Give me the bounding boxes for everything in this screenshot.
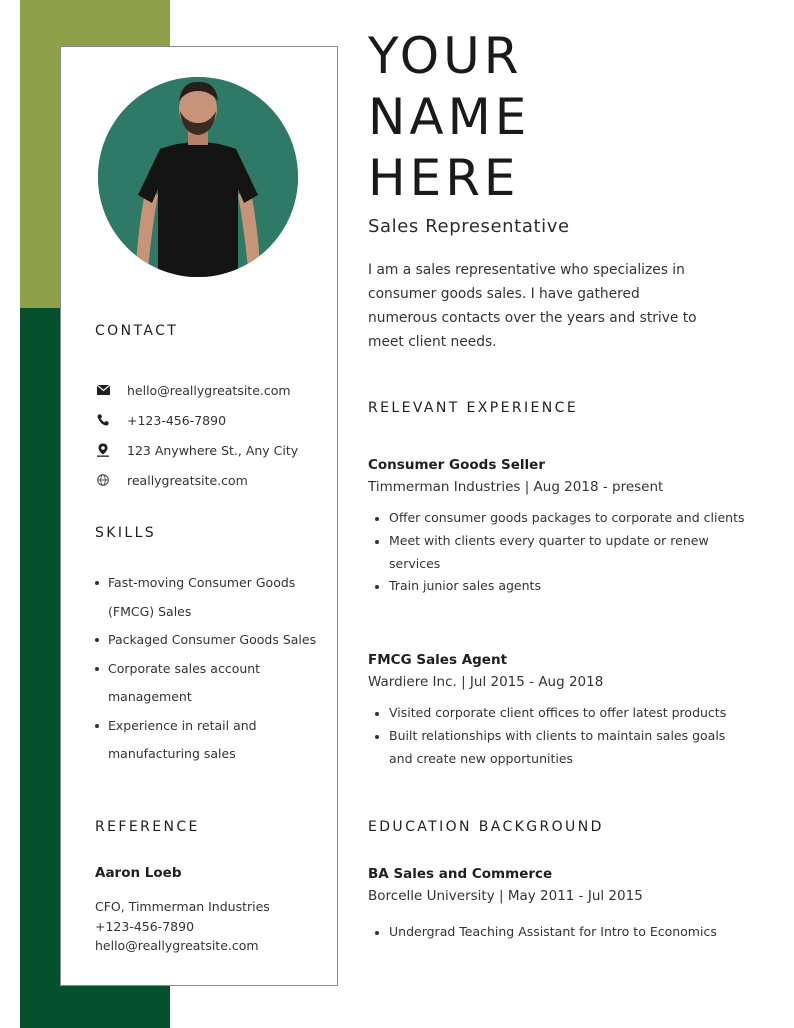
education-bullet: Undergrad Teaching Assistant for Intro to Economics	[368, 921, 748, 944]
reference-heading: REFERENCE	[95, 819, 200, 835]
skill-item: Corporate sales account management	[95, 655, 327, 712]
location-pin-icon	[95, 442, 111, 458]
reference-email: hello@reallygreatsite.com	[95, 938, 259, 953]
education-bullets	[368, 921, 748, 944]
envelope-icon	[95, 382, 111, 398]
contact-heading: CONTACT	[95, 323, 179, 339]
education-item	[368, 864, 748, 944]
contact-item-phone	[95, 405, 298, 435]
job-bullets	[368, 702, 748, 770]
contact-website-text: reallygreatsite.com	[127, 472, 248, 488]
name-line: YOUR	[368, 27, 523, 85]
person-illustration	[98, 77, 298, 277]
job-title: Consumer Goods Seller	[368, 457, 545, 473]
job-bullet: Offer consumer goods packages to corporate and clients	[368, 507, 748, 530]
job-bullets	[368, 507, 748, 598]
job-bullet: Visited corporate client offices to offer latest products	[368, 702, 748, 725]
school-dates: Borcelle University | May 2011 - Jul 2015	[368, 888, 643, 904]
job-company-dates: Wardiere Inc. | Jul 2015 - Aug 2018	[368, 674, 604, 690]
skill-item: Experience in retail and manufacturing sales	[95, 712, 327, 769]
skill-item: Fast-moving Consumer Goods (FMCG) Sales	[95, 569, 327, 626]
skill-item: Packaged Consumer Goods Sales	[95, 626, 327, 655]
contact-list	[95, 375, 298, 495]
skills-heading: SKILLS	[95, 525, 157, 541]
profile-photo	[98, 77, 298, 277]
contact-item-email	[95, 375, 298, 405]
job-company-dates: Timmerman Industries | Aug 2018 - present	[368, 479, 664, 495]
name-line: NAME	[368, 88, 531, 146]
job-role: Sales Representative	[368, 216, 570, 237]
job-title: FMCG Sales Agent	[368, 652, 508, 668]
globe-icon	[95, 472, 111, 488]
left-sidebar-card	[60, 46, 338, 986]
experience-heading: RELEVANT EXPERIENCE	[368, 400, 579, 416]
contact-phone-text: +123-456-7890	[127, 412, 227, 428]
degree-title: BA Sales and Commerce	[368, 866, 553, 882]
job-bullet: Train junior sales agents	[368, 575, 748, 598]
candidate-name	[368, 26, 530, 209]
phone-icon	[95, 412, 111, 428]
reference-details	[95, 897, 270, 956]
experience-item	[368, 650, 748, 770]
skills-list	[95, 569, 327, 769]
education-heading: EDUCATION BACKGROUND	[368, 819, 604, 835]
experience-item	[368, 455, 748, 598]
contact-item-address	[95, 435, 298, 465]
name-line: HERE	[368, 149, 520, 207]
job-bullet: Built relationships with clients to maintain sales goals and create new opportunities	[368, 725, 748, 771]
reference-position: CFO, Timmerman Industries	[95, 899, 270, 914]
job-bullet: Meet with clients every quarter to update or renew services	[368, 530, 748, 576]
profile-summary: I am a sales representative who specializes in consumer goods sales. I have gathered numerous contacts over the years and strive to meet client needs.	[368, 262, 697, 350]
reference-phone: +123-456-7890	[95, 918, 195, 934]
contact-item-website	[95, 465, 298, 495]
contact-email-text: hello@reallygreatsite.com	[127, 382, 291, 398]
reference-name: Aaron Loeb	[95, 865, 182, 881]
contact-address-text: 123 Anywhere St., Any City	[127, 442, 299, 458]
